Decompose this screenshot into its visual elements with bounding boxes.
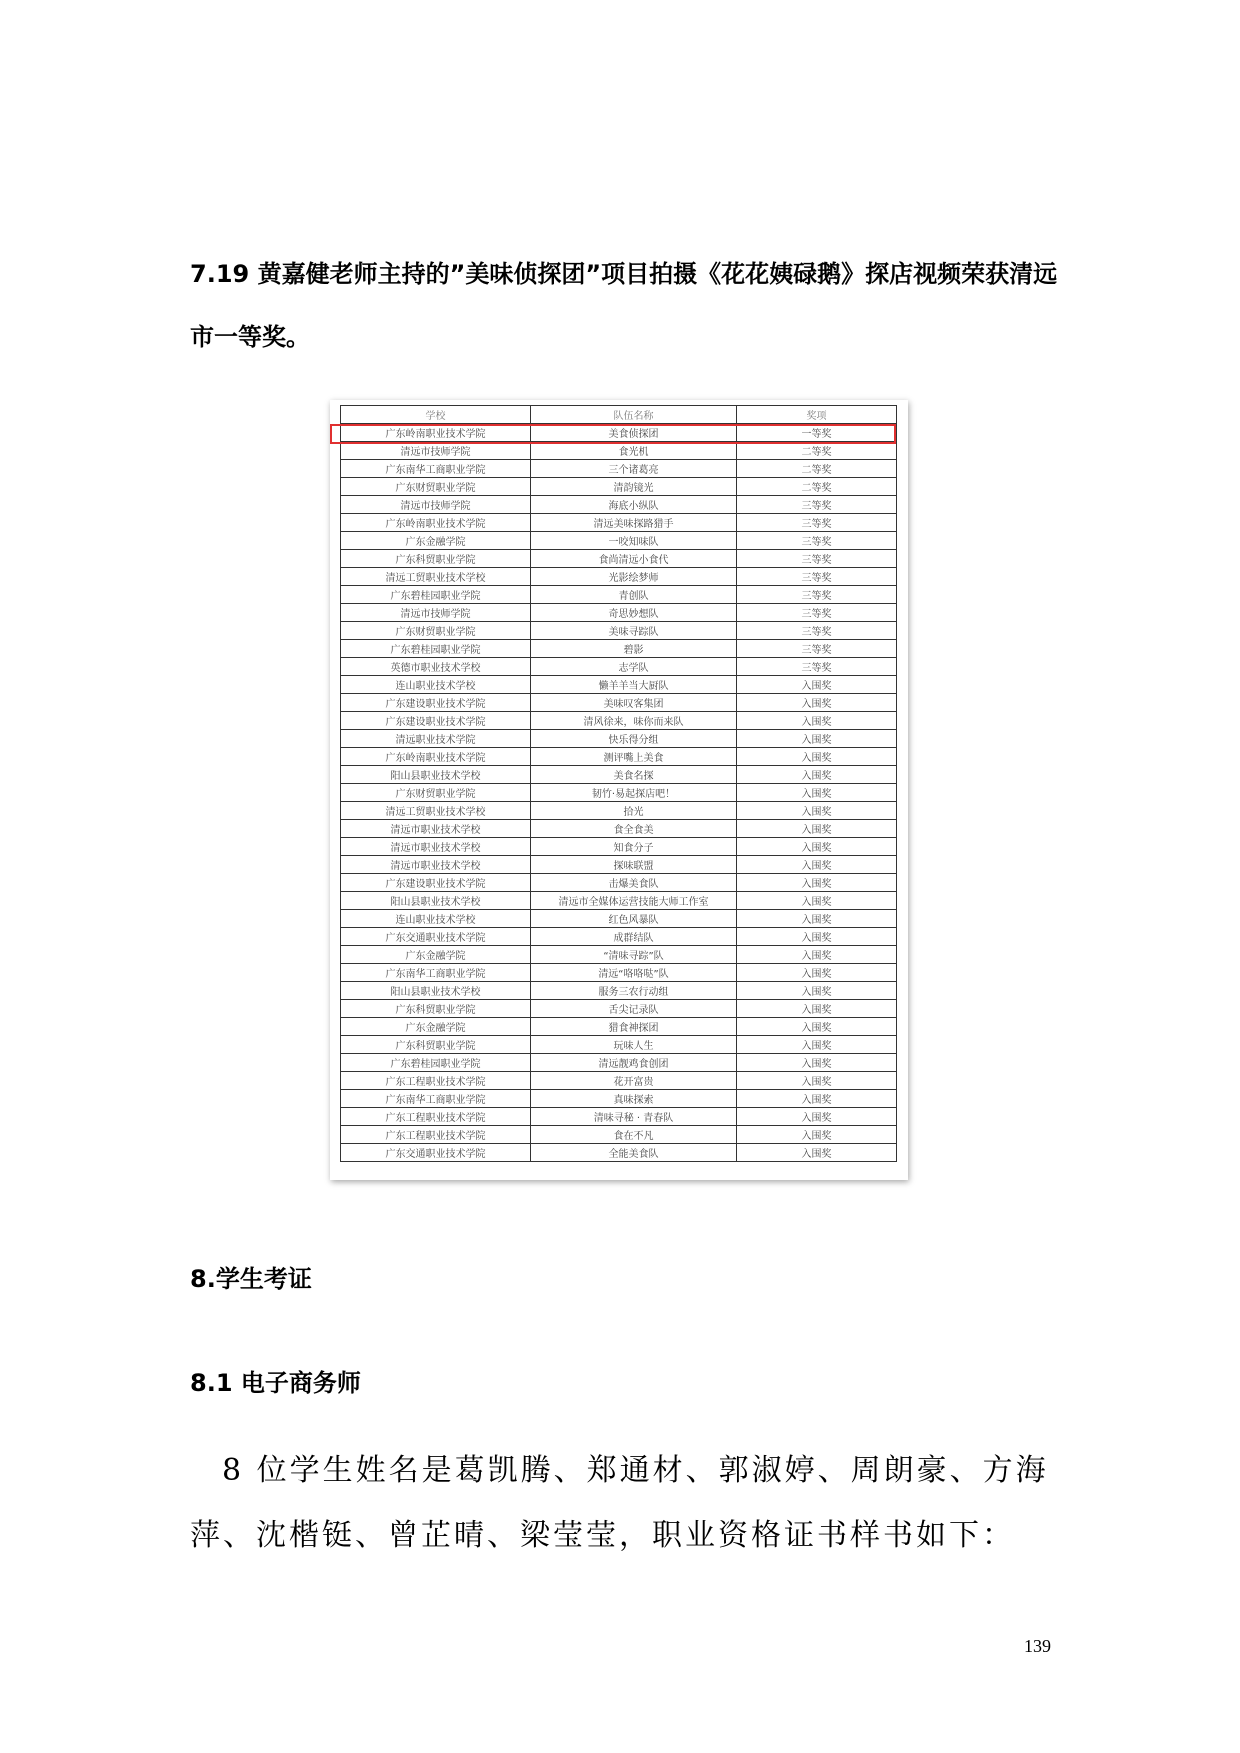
- school-cell: 广东科贸职业学院: [341, 550, 531, 568]
- award-cell: 入围奖: [737, 784, 897, 802]
- award-cell: 三等奖: [737, 640, 897, 658]
- team-name-cell: 光影绘梦师: [531, 568, 737, 586]
- table-row: [341, 874, 897, 892]
- team-name-cell: 一咬知味队: [531, 532, 737, 550]
- table-row: [341, 622, 897, 640]
- table-row: [341, 550, 897, 568]
- school-cell: 连山职业技术学校: [341, 676, 531, 694]
- table-header-row: [341, 406, 897, 424]
- award-cell: 入围奖: [737, 766, 897, 784]
- school-cell: 广东碧桂园职业学院: [341, 586, 531, 604]
- award-cell: 三等奖: [737, 532, 897, 550]
- award-cell: 入围奖: [737, 910, 897, 928]
- award-cell: 入围奖: [737, 856, 897, 874]
- award-cell: 入围奖: [737, 928, 897, 946]
- table-row: [341, 730, 897, 748]
- school-cell: 清远职业技术学院: [341, 730, 531, 748]
- table-row: [341, 712, 897, 730]
- school-cell: 广东建设职业技术学院: [341, 712, 531, 730]
- header-team-name: 队伍名称: [531, 406, 737, 424]
- section-heading-8-1: 8.1 电子商务师: [190, 1369, 361, 1397]
- team-name-cell: 清远市全媒体运营技能大师工作室: [531, 892, 737, 910]
- team-name-cell: 三个诸葛亮: [531, 460, 737, 478]
- school-cell: 广东财贸职业学院: [341, 478, 531, 496]
- school-cell: 广东金融学院: [341, 946, 531, 964]
- team-name-cell: 拾光: [531, 802, 737, 820]
- team-name-cell: 清味寻秘 · 青春队: [531, 1108, 737, 1126]
- first-prize-highlight-box: [330, 424, 896, 444]
- school-cell: 广东碧桂园职业学院: [341, 640, 531, 658]
- table-row: [341, 784, 897, 802]
- school-cell: 广东岭南职业技术学院: [341, 748, 531, 766]
- table-row: [341, 496, 897, 514]
- team-name-cell: 美食名探: [531, 766, 737, 784]
- award-table-body: [341, 424, 897, 1162]
- team-name-cell: 知食分子: [531, 838, 737, 856]
- award-cell: 三等奖: [737, 550, 897, 568]
- table-row: [341, 1018, 897, 1036]
- table-row: [341, 1126, 897, 1144]
- table-row: [341, 946, 897, 964]
- team-name-cell: 击爆美食队: [531, 874, 737, 892]
- award-cell: 入围奖: [737, 802, 897, 820]
- award-cell: 入围奖: [737, 730, 897, 748]
- school-cell: 阳山县职业技术学校: [341, 892, 531, 910]
- award-cell: 三等奖: [737, 568, 897, 586]
- page-number: 139: [1024, 1636, 1051, 1656]
- school-cell: 广东岭南职业技术学院: [341, 424, 531, 442]
- table-row: [341, 640, 897, 658]
- award-table: [340, 405, 897, 1162]
- team-name-cell: 快乐得分组: [531, 730, 737, 748]
- award-cell: 入围奖: [737, 892, 897, 910]
- award-cell: 入围奖: [737, 1072, 897, 1090]
- award-cell: 入围奖: [737, 838, 897, 856]
- school-cell: 清远市职业技术学校: [341, 856, 531, 874]
- table-row: [341, 928, 897, 946]
- school-cell: 广东岭南职业技术学院: [341, 514, 531, 532]
- team-name-cell: 志学队: [531, 658, 737, 676]
- table-row: [341, 1000, 897, 1018]
- table-row: [341, 514, 897, 532]
- team-name-cell: 真味探索: [531, 1090, 737, 1108]
- school-cell: 广东交通职业技术学院: [341, 928, 531, 946]
- team-name-cell: 青创队: [531, 586, 737, 604]
- table-row: [341, 478, 897, 496]
- header-school: 学校: [341, 406, 531, 424]
- school-cell: 广东工程职业技术学院: [341, 1108, 531, 1126]
- school-cell: 广东建设职业技术学院: [341, 694, 531, 712]
- team-name-cell: 成群结队: [531, 928, 737, 946]
- award-cell: 三等奖: [737, 622, 897, 640]
- school-cell: 阳山县职业技术学校: [341, 982, 531, 1000]
- team-name-cell: 清远“咯咯哒”队: [531, 964, 737, 982]
- table-row: [341, 586, 897, 604]
- student-list-paragraph: 8 位学生姓名是葛凯腾、郑通材、郭淑婷、周朗豪、方海萍、沈楷铤、曾芷晴、梁莹莹，职业资格证书样书如下：: [190, 1453, 1049, 1553]
- table-row: [341, 748, 897, 766]
- school-cell: 广东南华工商职业学院: [341, 964, 531, 982]
- award-cell: 二等奖: [737, 460, 897, 478]
- award-table-image: [330, 400, 908, 1180]
- table-row: [341, 1072, 897, 1090]
- award-cell: 三等奖: [737, 604, 897, 622]
- award-cell: 入围奖: [737, 1036, 897, 1054]
- team-name-cell: “清味寻踪”队: [531, 946, 737, 964]
- school-cell: 清远市职业技术学校: [341, 838, 531, 856]
- team-name-cell: 清韵镜光: [531, 478, 737, 496]
- school-cell: 广东财贸职业学院: [341, 784, 531, 802]
- team-name-cell: 韧竹·易起探店吧！: [531, 784, 737, 802]
- school-cell: 广东工程职业技术学院: [341, 1072, 531, 1090]
- team-name-cell: 红色风暴队: [531, 910, 737, 928]
- table-row: [341, 982, 897, 1000]
- school-cell: 广东科贸职业学院: [341, 1000, 531, 1018]
- team-name-cell: 碧影: [531, 640, 737, 658]
- award-cell: 二等奖: [737, 478, 897, 496]
- school-cell: 广东建设职业技术学院: [341, 874, 531, 892]
- team-name-cell: 清风徐来，味你而来队: [531, 712, 737, 730]
- team-name-cell: 食光机: [531, 442, 737, 460]
- table-row: [341, 964, 897, 982]
- award-cell: 入围奖: [737, 1126, 897, 1144]
- award-cell: 入围奖: [737, 694, 897, 712]
- team-name-cell: 懒羊羊当大厨队: [531, 676, 737, 694]
- team-name-cell: 舌尖记录队: [531, 1000, 737, 1018]
- award-cell: 入围奖: [737, 964, 897, 982]
- table-row: [341, 892, 897, 910]
- school-cell: 广东工程职业技术学院: [341, 1126, 531, 1144]
- award-cell: 一等奖: [737, 424, 897, 442]
- award-cell: 入围奖: [737, 946, 897, 964]
- award-cell: 入围奖: [737, 1018, 897, 1036]
- award-cell: 入围奖: [737, 1090, 897, 1108]
- award-cell: 入围奖: [737, 1108, 897, 1126]
- award-cell: 入围奖: [737, 1000, 897, 1018]
- award-cell: 入围奖: [737, 712, 897, 730]
- school-cell: 广东金融学院: [341, 1018, 531, 1036]
- award-cell: 入围奖: [737, 820, 897, 838]
- table-row: [341, 1108, 897, 1126]
- table-row: [341, 694, 897, 712]
- table-row: [341, 838, 897, 856]
- table-row: [341, 442, 897, 460]
- team-name-cell: 猎食神探团: [531, 1018, 737, 1036]
- school-cell: 广东交通职业技术学院: [341, 1144, 531, 1162]
- team-name-cell: 奇思妙想队: [531, 604, 737, 622]
- team-name-cell: 全能美食队: [531, 1144, 737, 1162]
- team-name-cell: 海底小纵队: [531, 496, 737, 514]
- school-cell: 清远市技师学院: [341, 442, 531, 460]
- section-heading-8: 8.学生考证: [190, 1265, 312, 1293]
- table-row: [341, 910, 897, 928]
- school-cell: 连山职业技术学校: [341, 910, 531, 928]
- school-cell: 清远工贸职业技术学校: [341, 802, 531, 820]
- table-row: [341, 1090, 897, 1108]
- school-cell: 广东金融学院: [341, 532, 531, 550]
- team-name-cell: 服务三农行动组: [531, 982, 737, 1000]
- table-row: [341, 568, 897, 586]
- table-row: [341, 460, 897, 478]
- award-cell: 三等奖: [737, 586, 897, 604]
- award-cell: 入围奖: [737, 1144, 897, 1162]
- award-cell: 三等奖: [737, 658, 897, 676]
- table-row: [341, 1036, 897, 1054]
- school-cell: 清远市技师学院: [341, 604, 531, 622]
- table-row: [341, 1054, 897, 1072]
- team-name-cell: 探味联盟: [531, 856, 737, 874]
- school-cell: 广东碧桂园职业学院: [341, 1054, 531, 1072]
- table-row: [341, 532, 897, 550]
- school-cell: 清远工贸职业技术学校: [341, 568, 531, 586]
- team-name-cell: 玩味人生: [531, 1036, 737, 1054]
- table-row: [341, 766, 897, 784]
- section-heading-7-19: 7.19 黄嘉健老师主持的”美味侦探团”项目拍摄《花花姨碌鹅》探店视频荣获清远市一等奖。: [190, 260, 1058, 351]
- award-cell: 入围奖: [737, 874, 897, 892]
- team-name-cell: 食在不凡: [531, 1126, 737, 1144]
- team-name-cell: 美食侦探团: [531, 424, 737, 442]
- school-cell: 广东财贸职业学院: [341, 622, 531, 640]
- team-name-cell: 食尚清远小食代: [531, 550, 737, 568]
- table-row: [341, 1144, 897, 1162]
- table-row: [341, 802, 897, 820]
- table-row: [341, 604, 897, 622]
- team-name-cell: 美味叹客集团: [531, 694, 737, 712]
- team-name-cell: 测评嘴上美食: [531, 748, 737, 766]
- school-cell: 广东南华工商职业学院: [341, 1090, 531, 1108]
- award-cell: 二等奖: [737, 442, 897, 460]
- team-name-cell: 美味寻踪队: [531, 622, 737, 640]
- award-cell: 入围奖: [737, 1054, 897, 1072]
- award-cell: 三等奖: [737, 514, 897, 532]
- team-name-cell: 清远靓鸡食创团: [531, 1054, 737, 1072]
- school-cell: 广东南华工商职业学院: [341, 460, 531, 478]
- school-cell: 清远市职业技术学校: [341, 820, 531, 838]
- team-name-cell: 食全食美: [531, 820, 737, 838]
- award-cell: 入围奖: [737, 748, 897, 766]
- header-award: 奖项: [737, 406, 897, 424]
- award-cell: 三等奖: [737, 496, 897, 514]
- award-cell: 入围奖: [737, 676, 897, 694]
- school-cell: 英德市职业技术学校: [341, 658, 531, 676]
- award-cell: 入围奖: [737, 982, 897, 1000]
- table-row: [341, 820, 897, 838]
- team-name-cell: 花开富贵: [531, 1072, 737, 1090]
- table-row: [341, 658, 897, 676]
- table-row: [341, 856, 897, 874]
- table-row: [341, 676, 897, 694]
- school-cell: 阳山县职业技术学校: [341, 766, 531, 784]
- school-cell: 广东科贸职业学院: [341, 1036, 531, 1054]
- team-name-cell: 清远美味探路猎手: [531, 514, 737, 532]
- school-cell: 清远市技师学院: [341, 496, 531, 514]
